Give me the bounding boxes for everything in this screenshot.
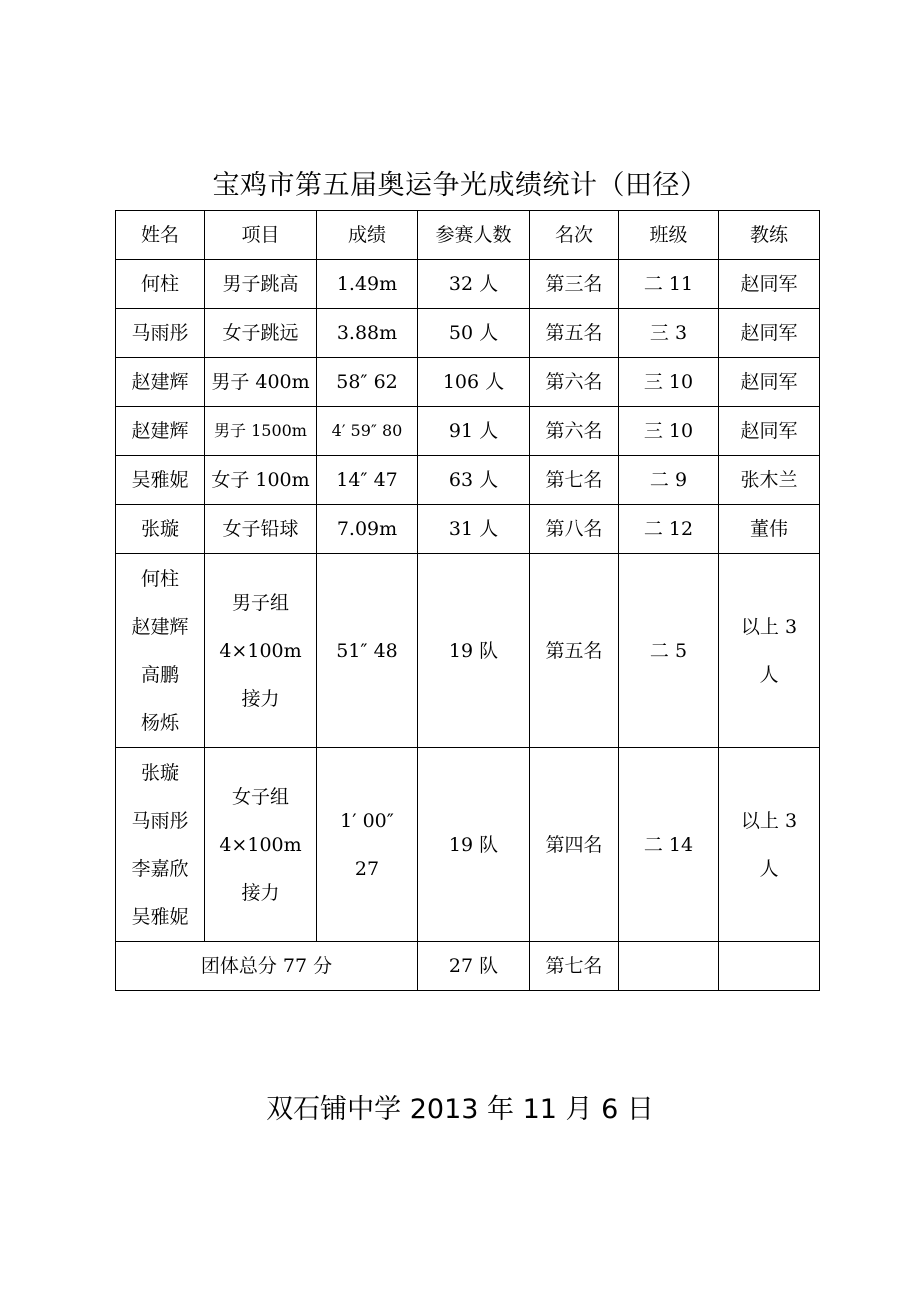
relay-result-line: 1′ 00″ [340, 809, 394, 832]
header-result: 成绩 [317, 211, 418, 260]
team-total-label: 团体总分 77 分 [116, 942, 418, 991]
team-total-row [116, 942, 820, 991]
cell-class: 二 5 [619, 554, 719, 748]
relay-member: 李嘉欣 [131, 857, 189, 880]
cell-result: 14″ 47 [317, 456, 418, 505]
cell-relay-result [317, 748, 418, 942]
table-row [116, 309, 820, 358]
relay-event-line: 4×100m [219, 639, 302, 662]
relay-member: 何柱 [140, 567, 179, 590]
cell-participants: 63 人 [418, 456, 530, 505]
relay-coach-line: 以上 3 [740, 809, 798, 832]
cell-event: 女子铅球 [205, 505, 317, 554]
cell-name: 何柱 [116, 260, 205, 309]
header-rank: 名次 [530, 211, 619, 260]
cell-coach: 赵同军 [719, 407, 820, 456]
cell-result: 3.88m [317, 309, 418, 358]
relay-member: 张璇 [140, 761, 179, 784]
cell-participants: 91 人 [418, 407, 530, 456]
cell-rank: 第六名 [530, 358, 619, 407]
document-footer: 双石铺中学 2013 年 11 月 6 日 [266, 1094, 654, 1125]
relay-member: 赵建辉 [131, 615, 189, 638]
relay-event-line: 4×100m [219, 833, 302, 856]
header-class: 班级 [619, 211, 719, 260]
cell-event: 男子 400m [205, 358, 317, 407]
table-row [116, 260, 820, 309]
cell-participants: 19 队 [418, 748, 530, 942]
cell-rank: 第七名 [530, 456, 619, 505]
relay-event-line: 接力 [241, 881, 280, 904]
relay-member: 杨烁 [140, 711, 179, 734]
cell-result: 1.49m [317, 260, 418, 309]
cell-participants: 19 队 [418, 554, 530, 748]
cell-name: 张璇 [116, 505, 205, 554]
relay-event-line: 男子组 [231, 591, 289, 614]
cell-participants: 50 人 [418, 309, 530, 358]
document-title: 宝鸡市第五届奥运争光成绩统计（田径） [212, 170, 708, 201]
header-name: 姓名 [116, 211, 205, 260]
relay-result-line: 27 [354, 857, 380, 880]
relay-row [116, 748, 820, 942]
cell-participants: 106 人 [418, 358, 530, 407]
cell-class: 三 3 [619, 309, 719, 358]
cell-relay-names [116, 748, 205, 942]
cell-rank: 第六名 [530, 407, 619, 456]
relay-member: 马雨彤 [131, 809, 189, 832]
cell-rank: 第五名 [530, 309, 619, 358]
header-event: 项目 [205, 211, 317, 260]
cell-result: 7.09m [317, 505, 418, 554]
cell-relay-coach [719, 748, 820, 942]
table-row [116, 407, 820, 456]
cell-name: 赵建辉 [116, 407, 205, 456]
cell-relay-result [317, 554, 418, 748]
cell-class: 二 11 [619, 260, 719, 309]
cell-rank: 第八名 [530, 505, 619, 554]
team-coach-empty [719, 942, 820, 991]
cell-relay-event [205, 554, 317, 748]
cell-coach: 董伟 [719, 505, 820, 554]
table-row [116, 456, 820, 505]
team-class-empty [619, 942, 719, 991]
cell-coach: 赵同军 [719, 358, 820, 407]
cell-name: 赵建辉 [116, 358, 205, 407]
relay-coach-line: 人 [759, 663, 779, 686]
cell-name: 马雨彤 [116, 309, 205, 358]
results-table [115, 210, 820, 991]
cell-class: 二 14 [619, 748, 719, 942]
relay-coach-line: 以上 3 [740, 615, 798, 638]
relay-event-line: 接力 [241, 687, 280, 710]
cell-relay-event [205, 748, 317, 942]
relay-member: 高鹏 [140, 663, 179, 686]
cell-result: 4′ 59″ 80 [317, 407, 418, 456]
cell-coach: 赵同军 [719, 260, 820, 309]
cell-class: 三 10 [619, 358, 719, 407]
cell-relay-coach [719, 554, 820, 748]
cell-event: 男子 1500m [205, 407, 317, 456]
cell-rank: 第五名 [530, 554, 619, 748]
header-participants: 参赛人数 [418, 211, 530, 260]
header-coach: 教练 [719, 211, 820, 260]
relay-result-line: 51″ 48 [336, 639, 398, 662]
cell-class: 二 9 [619, 456, 719, 505]
cell-event: 女子跳远 [205, 309, 317, 358]
cell-rank: 第三名 [530, 260, 619, 309]
cell-rank: 第四名 [530, 748, 619, 942]
cell-participants: 32 人 [418, 260, 530, 309]
relay-event-line: 女子组 [231, 785, 289, 808]
relay-coach-line: 人 [759, 857, 779, 880]
cell-coach: 张木兰 [719, 456, 820, 505]
cell-event: 女子 100m [205, 456, 317, 505]
cell-coach: 赵同军 [719, 309, 820, 358]
table-row [116, 505, 820, 554]
relay-row [116, 554, 820, 748]
cell-event: 男子跳高 [205, 260, 317, 309]
table-row [116, 358, 820, 407]
team-rank: 第七名 [530, 942, 619, 991]
cell-class: 二 12 [619, 505, 719, 554]
cell-class: 三 10 [619, 407, 719, 456]
cell-name: 吴雅妮 [116, 456, 205, 505]
header-row [116, 211, 820, 260]
cell-relay-names [116, 554, 205, 748]
relay-member: 吴雅妮 [131, 905, 189, 928]
team-participants: 27 队 [418, 942, 530, 991]
cell-participants: 31 人 [418, 505, 530, 554]
cell-result: 58″ 62 [317, 358, 418, 407]
